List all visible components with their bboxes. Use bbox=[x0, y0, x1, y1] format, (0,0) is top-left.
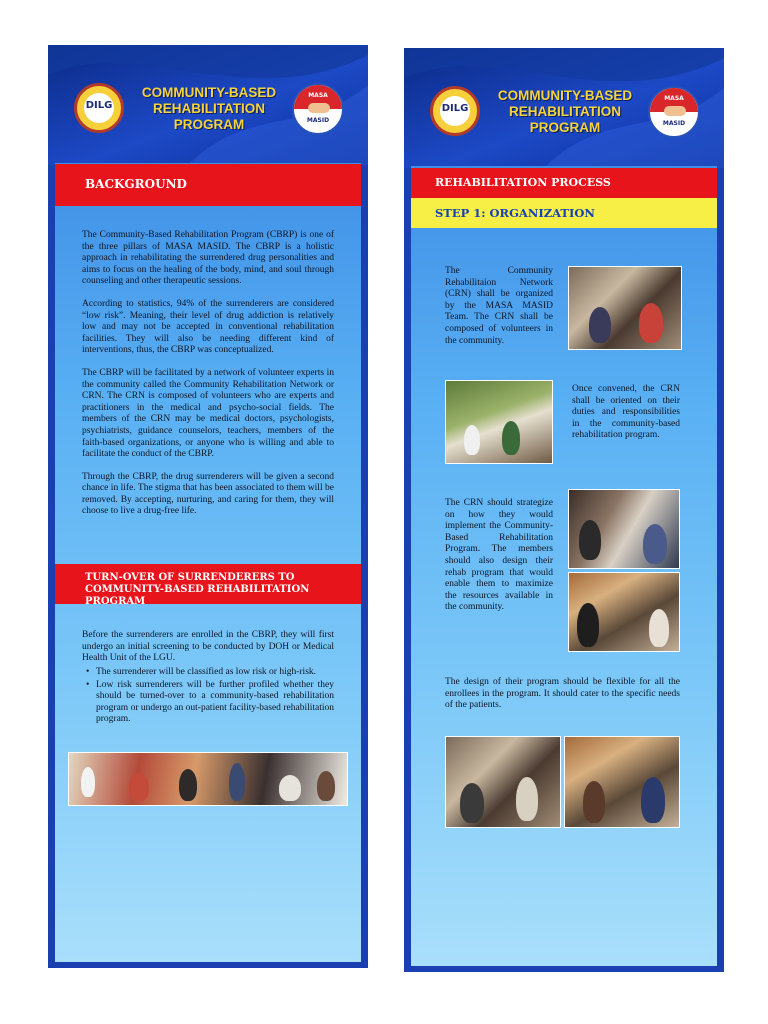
background-heading: BACKGROUND bbox=[85, 177, 187, 191]
turnover-heading-bar bbox=[55, 564, 361, 607]
dilg-logo: DILG bbox=[74, 83, 124, 133]
crn-planning-photo-2 bbox=[568, 572, 680, 652]
left-banner bbox=[48, 45, 368, 968]
masa-masid-logo: MASA MASID bbox=[648, 86, 700, 138]
masa-masid-logo: MASA MASID bbox=[292, 83, 344, 135]
step-text-2: Once convened, the CRN shall be oriented on their duties and responsibilities in the community-based rehabilitation program. bbox=[572, 384, 680, 441]
process-heading: REHABILITATION PROCESS bbox=[435, 176, 611, 189]
background-text: The Community-Based Rehabilitation Program (CBRP) is one of the three pillars of MASA MASID. The CBRP is a holistic approach in rehabilitating the surrendered drug personalities and aims to focus on the healing of the body, mind, and soul through counseling and other therapeutic sessions. According to statistics, 94% of the surrenderers are considered “low risk”. Meaning, their level of drug addiction is relatively low and may not be accepted in conventional rehabilitation facilities. They will also be needing different kind of interventions, thus, the CBRP was conceptualized. The CBRP will be facilitated by a network of volunteer experts in the community called the Community Rehabilitation Network or CRN. The CRN is composed of volunteers who are experts and practitioners in the medical and psycho-social fields. The members of the CRN may be medical doctors, psychologists, psychiatrists, guidance counselors, teachers, members of the faith-based organizations, or anyone who is willing and able to facilitate the conduct of the CBRP. Through the CBRP, the drug surrenderers will be given a second chance in life. The stigma that has been associated to them will be removed. By accepting, nurturing, and caring for them, they will choose to live a drug-free life. bbox=[82, 230, 334, 517]
crn-orientation-photo bbox=[445, 380, 553, 464]
background-heading-bar bbox=[55, 164, 361, 206]
list-item: • The surrenderer will be classified as low risk or high-risk. bbox=[82, 667, 334, 679]
crn-session-photo-2 bbox=[564, 736, 680, 828]
dilg-logo: DILG bbox=[430, 86, 480, 136]
turnover-intro: Before the surrenderers are enrolled in the CBRP, they will first undergo an initial screening to be conducted by DOH or Medical Health Unit of the LGU. bbox=[82, 630, 334, 664]
crn-meeting-photo bbox=[568, 266, 682, 350]
process-heading-bar bbox=[411, 168, 717, 198]
step-text-3: The CRN should strategize on how they would implement the Community-Based Rehabilitation Program. The members should also design their rehab program that would enable them to maximize the resources available in the community. bbox=[445, 498, 553, 613]
header-title: COMMUNITY-BASED REHABILITATION PROGRAM bbox=[497, 88, 633, 135]
right-banner bbox=[404, 48, 724, 972]
turnover-bullets bbox=[82, 667, 334, 727]
header-title: COMMUNITY-BASED REHABILITATION PROGRAM bbox=[141, 85, 277, 132]
crn-session-photo-1 bbox=[445, 736, 561, 828]
step-text-1: The Community Rehabilitaion Network (CRN) shall be organized by the MASA MASID Team. The CRN shall be composed of volunteers in the community. bbox=[445, 266, 553, 346]
left-banner-header bbox=[48, 45, 368, 165]
step-text-4: The design of their program should be flexible for all the enrollees in the program. It should cater to the specific needs of the patients. bbox=[445, 677, 680, 711]
list-item: • Low risk surrenderers will be further profiled whether they should be turned-over to a community-based rehabilitation program or undergo an out-patient facility-based rehabilitation program. bbox=[82, 680, 334, 726]
surrenderers-group-photo bbox=[68, 752, 348, 806]
crn-planning-photo-1 bbox=[568, 489, 680, 569]
turnover-heading: TURN-OVER OF SURRENDERERS TO COMMUNITY-BASED REHABILITATION PROGRAM bbox=[85, 572, 310, 607]
step-heading: STEP 1: ORGANIZATION bbox=[435, 206, 595, 220]
step-heading-bar bbox=[411, 198, 717, 228]
right-banner-header bbox=[404, 48, 724, 168]
